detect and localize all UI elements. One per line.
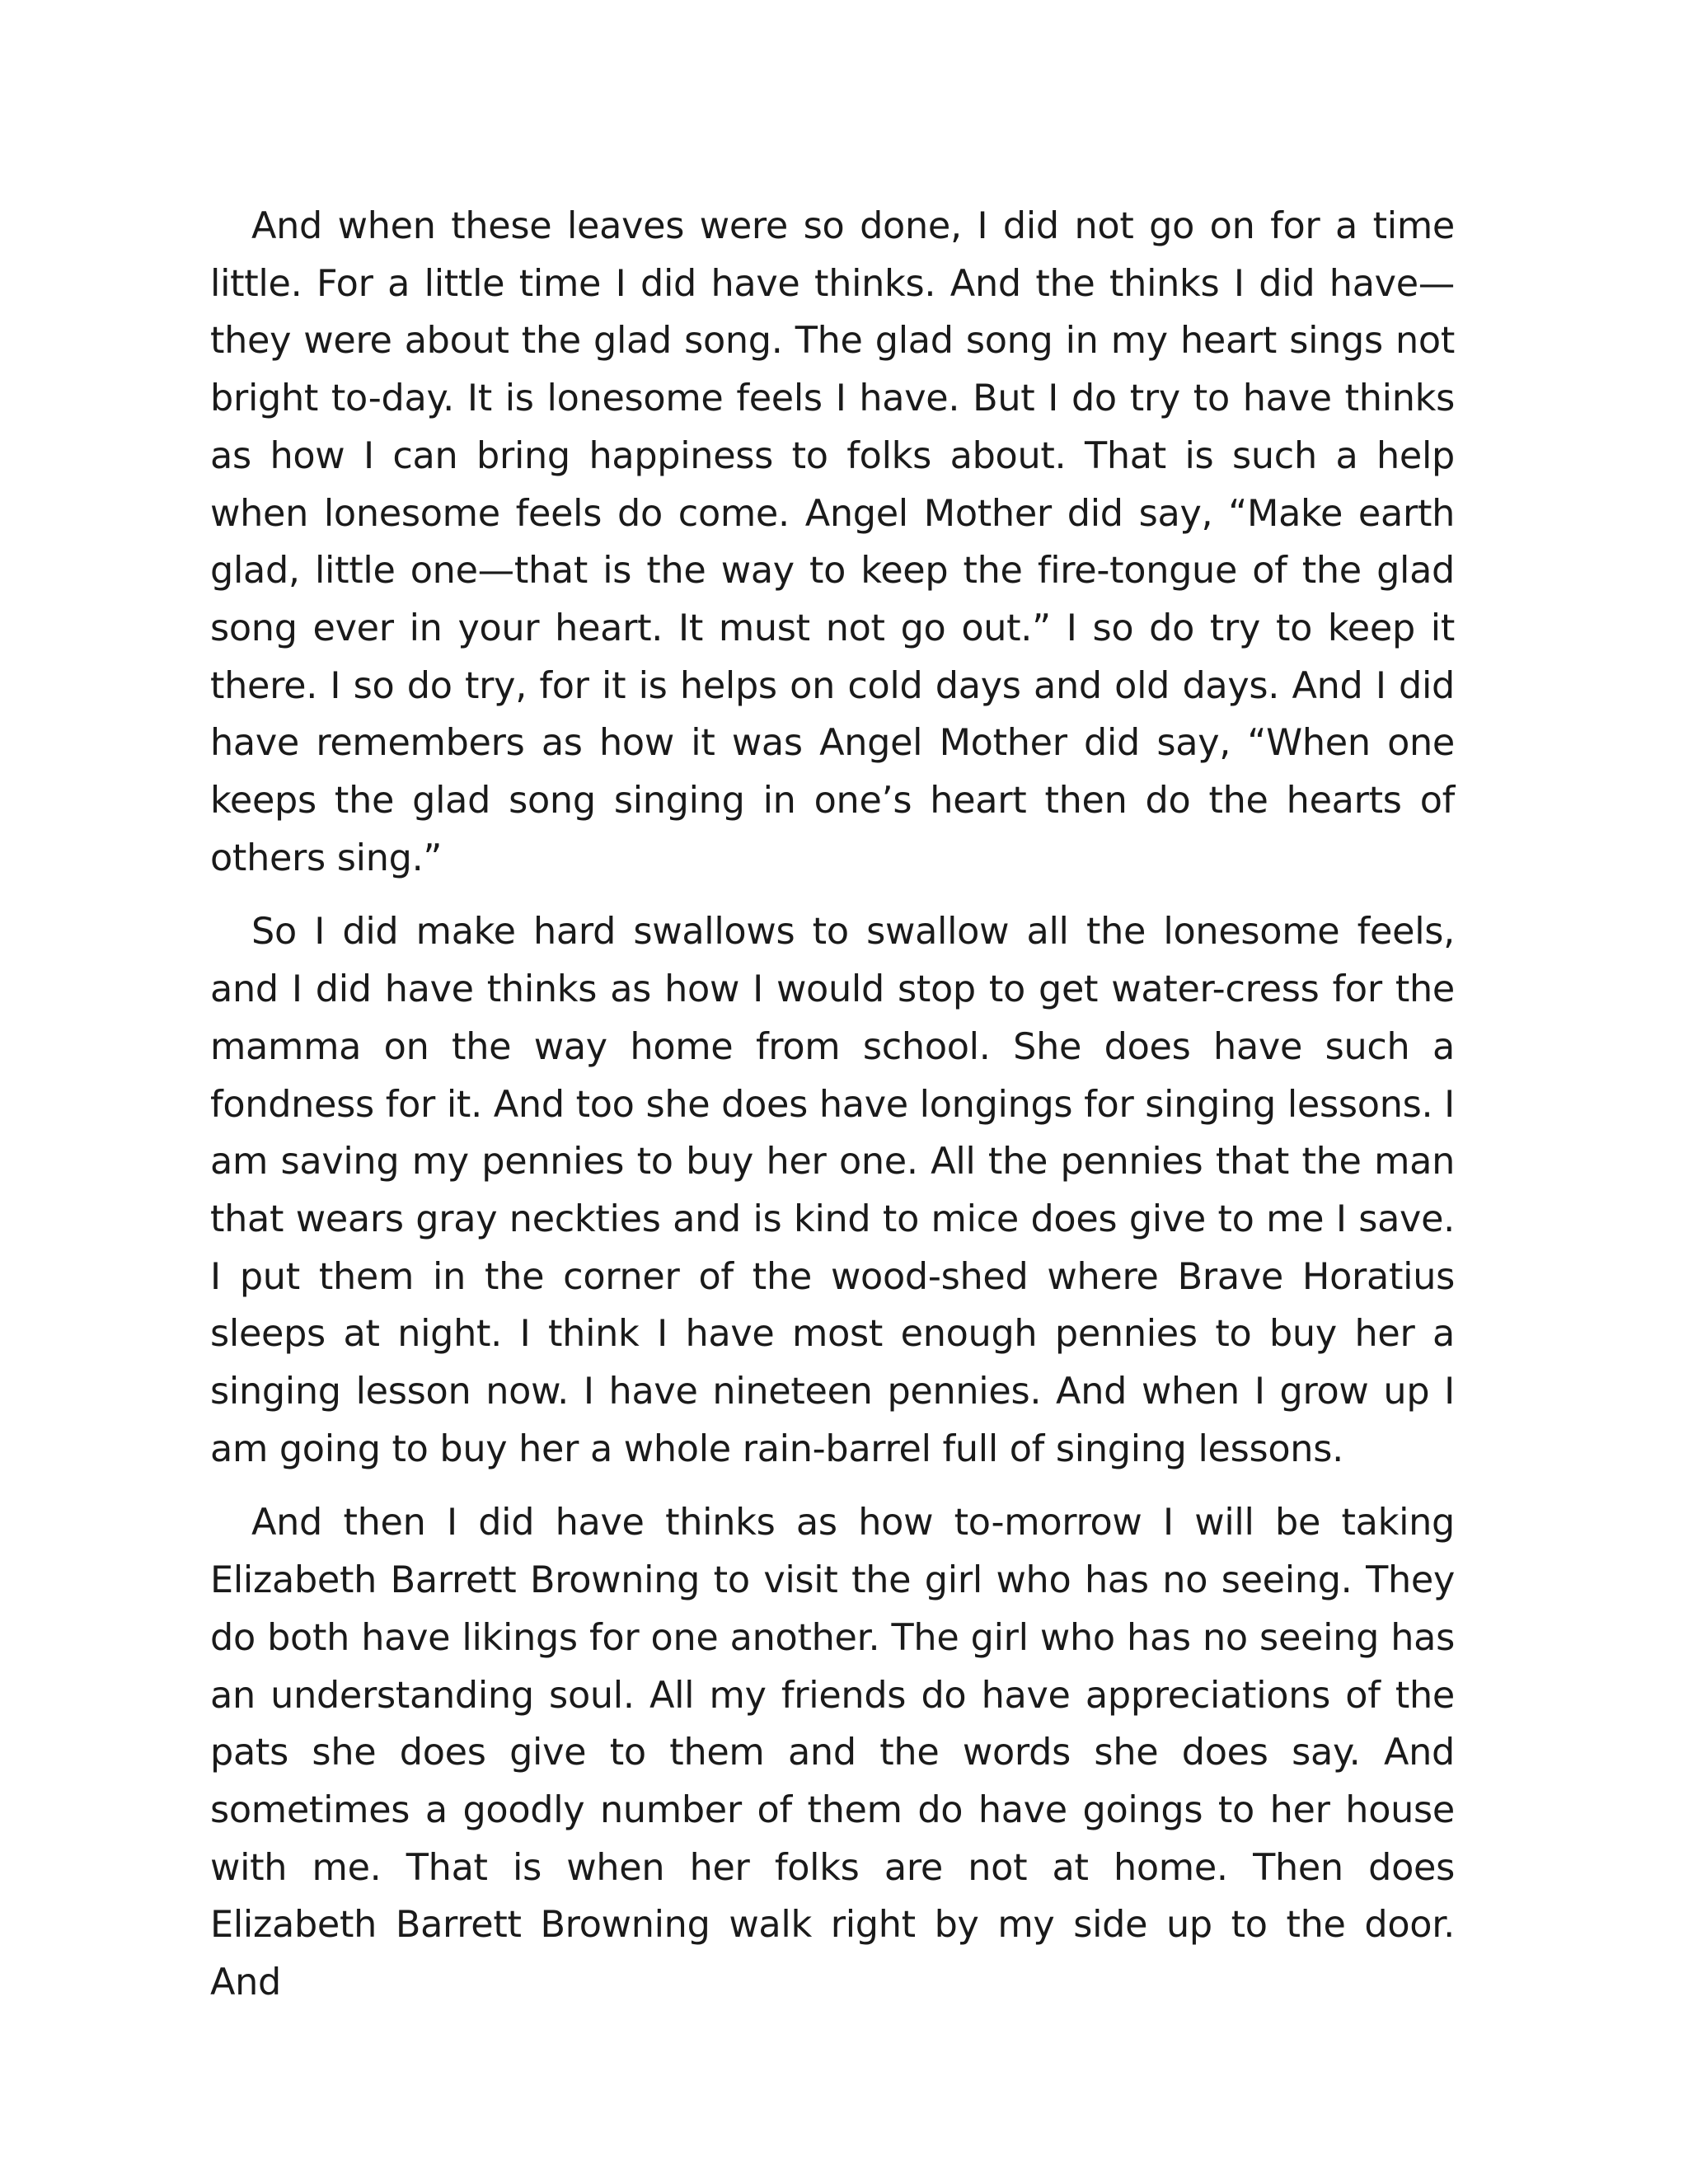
paragraph-pennies: So I did make hard swallows to swallow all the lonesome feels, and I did have thinks as how I would stop to get water-cress for the mamma on the way home from school. She does have such a fondness for it. And too she does have longings for singing lessons. I am saving my pennies to buy her one. All the pennies that the man that wears gray neckties and is kind to mice does give to me I save. I put them in the corner of the wood-shed where Brave Horatius sleeps at night. I think I have most enough pennies to buy her a singing lesson now. I have nineteen pennies. And when I grow up I am going to buy her a whole rain-barrel full of singing lessons. [210, 911, 1455, 1470]
paragraph-glad-song: And when these leaves were so done, I did not go on for a time little. For a little time I did have thinks. And the thinks I did have—they were about the glad song. The glad song in my heart sings not bright to-day. It is lonesome feels I have. But I do try to have thinks as how I can bring happiness to folks about. That is such a help when lonesome feels do come. Angel Mother did say, “Make earth glad, little one—that is the way to keep the fire-tongue of the glad song ever in your heart. It must not go out.” I so do try to keep it there. I so do try, for it is helps on cold days and old days. And I did have remembers as how it was Angel Mother did say, “When one keeps the glad song singing in one’s heart then do the hearts of others sing.” [210, 205, 1455, 879]
page-body [210, 198, 1455, 2028]
paragraph-visit: And then I did have thinks as how to-morrow I will be taking Elizabeth Barrett Browning to visit the girl who has no seeing. They do both have likings for one another. The girl who has no seeing has an understanding soul. All my friends do have appreciations of the pats she does give to them and the words she does say. And sometimes a goodly number of them do have goings to her house with me. That is when her folks are not at home. Then does Elizabeth Barrett Browning walk right by my side up to the door. And [210, 1502, 1455, 2004]
